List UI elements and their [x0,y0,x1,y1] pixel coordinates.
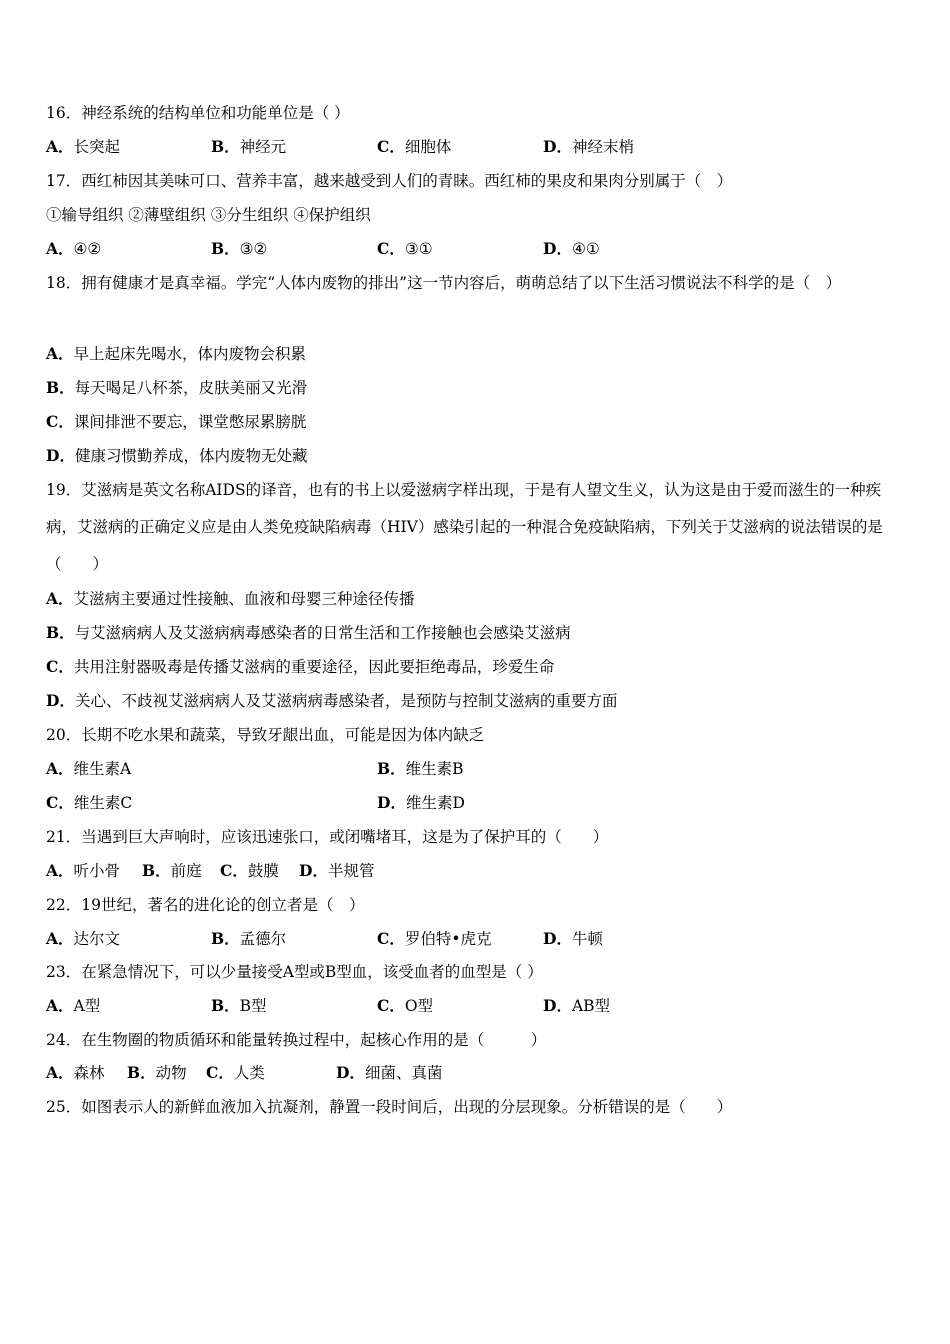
question-19: 19．艾滋病是英文名称AIDS的译音，也有的书上以爱滋病字样出现，于是有人望文生义，认为这是由于爱而滋生的一种疾病，艾滋病的正确定义应是由人类免疫缺陷病毒（HIV）感染引起的一种混合免疫缺陷病，下列关于艾滋病的说法错误的是（ ） [46,481,883,573]
question-22: 22．19世纪，著名的进化论的创立者是（ ） [46,896,365,914]
q16-option-b: B．神经元 [211,137,287,156]
q17-option-d: D．④① [543,239,600,258]
question-18: 18．拥有健康才是真幸福。学完“人体内废物的排出”这一节内容后，萌萌总结了以下生活习惯说法不科学的是（ ） [46,274,842,292]
q23-option-d: D．AB型 [543,996,611,1015]
q16-option-a: A．长突起 [46,137,121,156]
q21-option-d: D．半规管 [299,861,375,880]
q24-option-b: B．动物 [127,1063,187,1082]
question-23: 23．在紧急情况下，可以少量接受A型或B型血，该受血者的血型是（ ） [46,963,543,981]
question-21: 21．当遇到巨大声响时，应该迅速张口，或闭嘴堵耳，这是为了保护耳的（ ） [46,828,609,846]
q18-option-a: A．早上起床先喝水，体内废物会积累 [46,344,307,363]
q23-option-a: A．A型 [46,996,101,1015]
question-16: 16．神经系统的结构单位和功能单位是（ ） [46,104,350,122]
q18-option-c: C．课间排泄不要忘，课堂憋尿累膀胱 [46,412,307,431]
q17-option-a: A．④② [46,239,102,258]
q22-option-b: B．孟德尔 [211,929,287,948]
q21-option-a: A．听小骨 [46,861,121,880]
q16-option-c: C．细胞体 [377,137,452,156]
q20-option-b: B．维生素B [377,759,464,778]
q22-option-d: D．牛顿 [543,929,603,948]
q19-option-b: B．与艾滋病病人及艾滋病病毒感染者的日常生活和工作接触也会感染艾滋病 [46,623,571,642]
q17-option-c: C．③① [377,239,433,258]
q22-option-a: A．达尔文 [46,929,121,948]
q20-option-c: C．维生素C [46,793,133,812]
q22-option-c: C．罗伯特•虎克 [377,929,492,948]
q16-option-d: D．神经末梢 [543,137,634,156]
q19-option-d: D．关心、不歧视艾滋病病人及艾滋病病毒感染者，是预防与控制艾滋病的重要方面 [46,691,618,710]
question-25: 25．如图表示人的新鲜血液加入抗凝剂，静置一段时间后，出现的分层现象。分析错误的是（ ） [46,1098,733,1116]
question-17: 17．西红柿因其美味可口、营养丰富，越来越受到人们的青睐。西红柿的果皮和果肉分别属于（ ） [46,172,733,190]
q21-option-b: B．前庭 [142,861,202,880]
q19-option-c: C．共用注射器吸毒是传播艾滋病的重要途径，因此要拒绝毒品，珍爱生命 [46,657,555,676]
q19-option-a: A．艾滋病主要通过性接触、血液和母婴三种途径传播 [46,589,415,608]
q24-option-c: C．人类 [206,1063,265,1082]
q23-option-c: C．O型 [377,996,434,1015]
question-24: 24．在生物圈的物质循环和能量转换过程中，起核心作用的是（ ） [46,1031,547,1049]
q17-option-b: B．③② [211,239,268,258]
q18-option-d: D．健康习惯勤养成，体内废物无处藏 [46,446,308,465]
q20-option-d: D．维生素D [377,793,465,812]
question-20: 20．长期不吃水果和蔬菜，导致牙龈出血，可能是因为体内缺乏 [46,726,485,744]
q17-tissue-list: ①输导组织 ②薄壁组织 ③分生组织 ④保护组织 [46,206,371,224]
q24-option-a: A．森林 [46,1063,105,1082]
q20-option-a: A．维生素A [46,759,132,778]
q21-option-c: C．鼓膜 [220,861,279,880]
q24-option-d: D．细菌、真菌 [336,1063,443,1082]
q18-option-b: B．每天喝足八杯茶，皮肤美丽又光滑 [46,378,308,397]
q23-option-b: B．B型 [211,996,267,1015]
